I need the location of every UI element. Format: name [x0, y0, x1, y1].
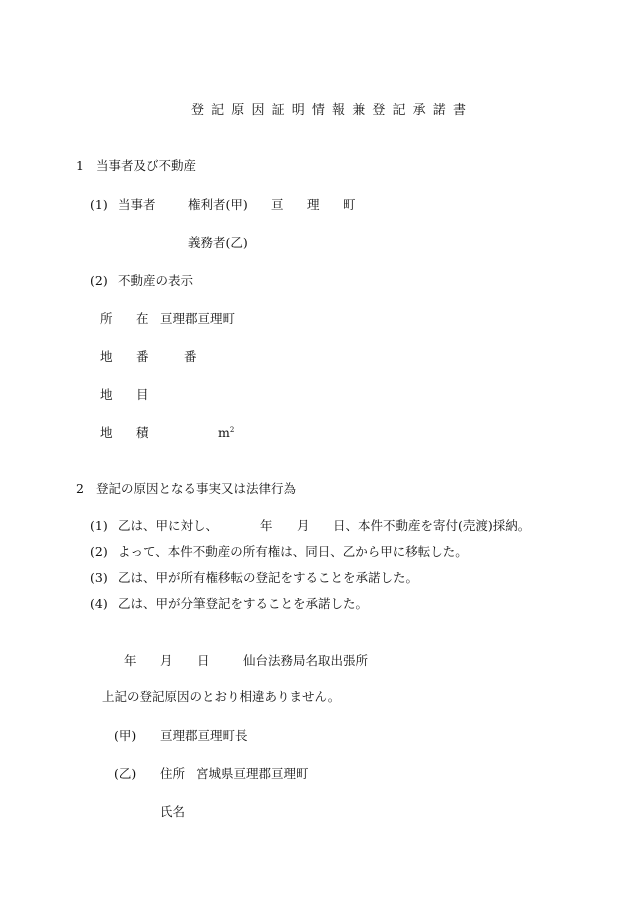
- right-holder-name-char3: 町: [343, 197, 356, 212]
- fact1-year: 年: [260, 518, 273, 533]
- party-a-value: 亘理郡亘理町長: [160, 728, 248, 743]
- right-holder-name-char2: 理: [307, 197, 320, 212]
- fact1-day: 日、本件不動産を寄付(売渡)採納。: [333, 518, 531, 533]
- party-b-name-label: 氏名: [160, 804, 186, 819]
- party-b-address-label: 住所: [160, 766, 186, 781]
- party-b-address: 宮城県亘理郡亘理町: [196, 766, 309, 781]
- fact2-text: よって、本件不動産の所有権は、同日、乙から甲に移転した。: [118, 544, 468, 559]
- item2-label: 不動産の表示: [118, 273, 194, 288]
- section2-heading: 登記の原因となる事実又は法律行為: [96, 481, 297, 496]
- lot-value: 番: [184, 349, 197, 364]
- area-unit-superscript: 2: [229, 426, 235, 434]
- item1-number: (1): [90, 197, 108, 212]
- location-value: 亘理郡亘理町: [160, 311, 236, 326]
- area-label-char1: 地: [100, 425, 113, 440]
- section2-number: 2: [76, 481, 84, 496]
- registry-office: 仙台法務局名取出張所: [243, 653, 369, 668]
- right-holder-label: 権利者(甲): [188, 197, 248, 212]
- obligor-label: 義務者(乙): [188, 235, 248, 250]
- lot-label-char2: 番: [136, 349, 149, 364]
- location-label-char1: 所: [100, 311, 113, 326]
- fact1-text: 乙は、甲に対し、: [118, 518, 219, 533]
- lot-label-char1: 地: [100, 349, 113, 364]
- fact3-number: (3): [90, 570, 108, 585]
- document-title: 登記原因証明情報兼登記承諾書: [191, 103, 474, 118]
- fact2-number: (2): [90, 544, 108, 559]
- confirmation-statement: 上記の登記原因のとおり相違ありません。: [102, 689, 341, 704]
- location-label-char2: 在: [136, 311, 149, 326]
- category-label-char1: 地: [100, 387, 113, 402]
- fact4-text: 乙は、甲が分筆登記をすることを承諾した。: [118, 596, 369, 611]
- right-holder-name-char1: 亘: [271, 197, 284, 212]
- category-label-char2: 目: [136, 387, 149, 402]
- fact1-number: (1): [90, 518, 108, 533]
- party-a-label: (甲): [114, 728, 137, 743]
- area-unit: $m^2$: [218, 425, 235, 440]
- section1-heading: 当事者及び不動産: [96, 158, 197, 173]
- fact1-month: 月: [297, 518, 310, 533]
- party-b-label: (乙): [114, 766, 137, 781]
- item1-label: 当事者: [118, 197, 156, 212]
- area-label-char2: 積: [136, 425, 149, 440]
- fact3-text: 乙は、甲が所有権移転の登記をすることを承諾した。: [118, 570, 419, 585]
- item2-number: (2): [90, 273, 108, 288]
- date-year: 年: [124, 653, 137, 668]
- date-month: 月: [160, 653, 173, 668]
- section1-number: 1: [76, 158, 84, 173]
- date-day: 日: [197, 653, 210, 668]
- fact4-number: (4): [90, 596, 108, 611]
